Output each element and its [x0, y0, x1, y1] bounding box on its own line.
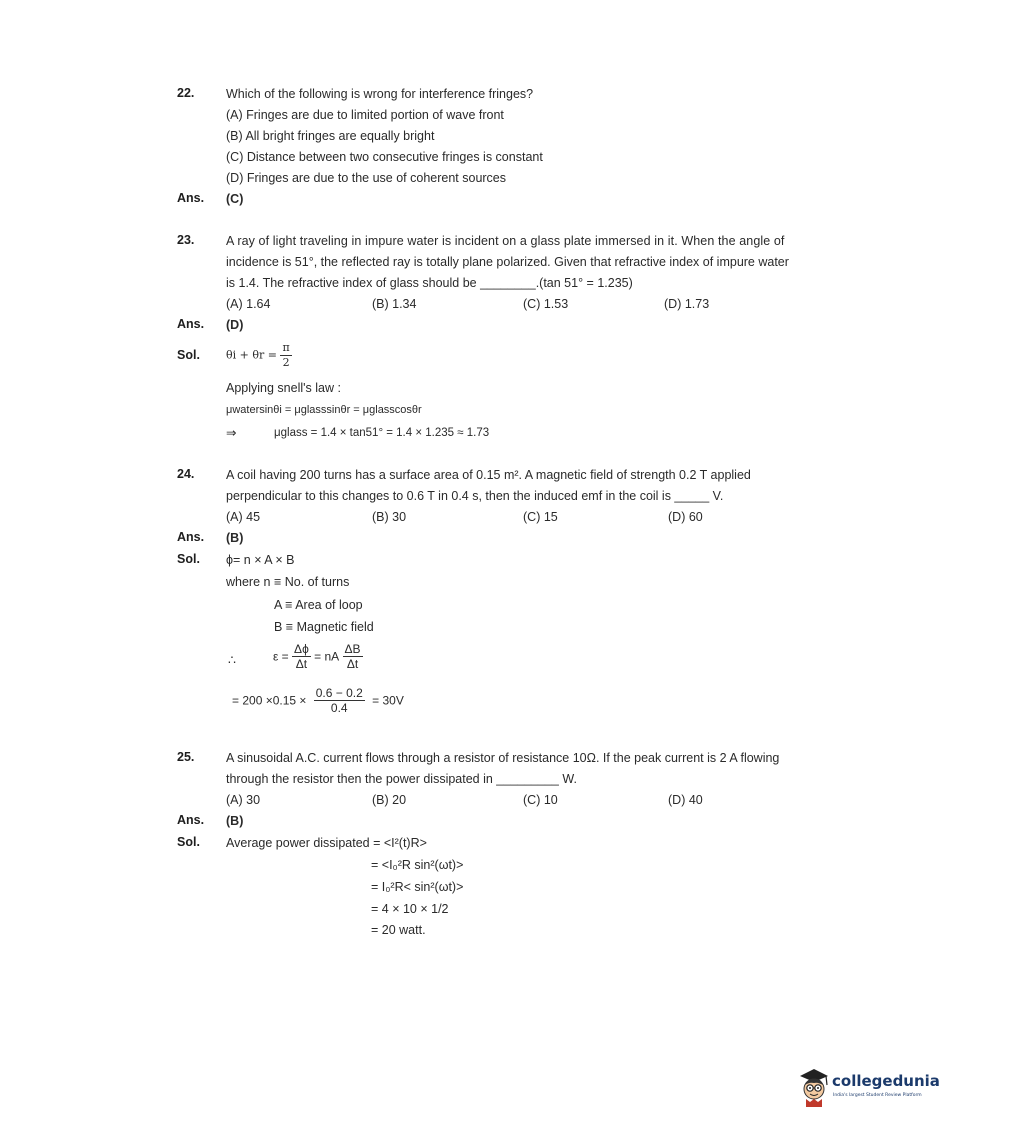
calc-fraction — [314, 686, 365, 715]
fraction-denominator: Δt — [295, 657, 308, 671]
q23-sol-line2: Applying snell's law : — [226, 381, 341, 395]
emf-lhs: ε = — [273, 649, 289, 664]
q25-ans-label: Ans. — [177, 813, 205, 827]
pi-over-2-fraction — [280, 341, 291, 370]
q24-sol-line2: where n ≡ No. of turns — [226, 575, 350, 589]
q24-sol-line3: A ≡ Area of loop — [274, 598, 363, 612]
q23-sol-label: Sol. — [177, 348, 200, 362]
q25-option-b: (B) 20 — [372, 793, 407, 807]
q24-question-line2: perpendicular to this changes to 0.6 T in 0.4 s, then the induced emf in the coil is _____ V. — [226, 489, 724, 503]
implies-arrow: ⇒ — [226, 426, 237, 440]
q25-question-line2: through the resistor then the power dissipated in _________ W. — [226, 772, 577, 786]
q22-question: Which of the following is wrong for interference fringes? — [226, 87, 534, 101]
collegedunia-logo — [796, 1066, 946, 1108]
q25-answer: (B) — [226, 814, 244, 828]
q23-number: 23. — [177, 233, 195, 247]
q25-sol-line5: = 20 watt. — [371, 923, 426, 937]
q24-option-b: (B) 30 — [372, 510, 407, 524]
q23-answer: (D) — [226, 318, 244, 332]
logo-tagline: India's largest Student Review Platform — [833, 1093, 922, 1098]
q25-option-a: (A) 30 — [226, 793, 261, 807]
q25-number: 25. — [177, 750, 195, 764]
q24-option-a: (A) 45 — [226, 510, 261, 524]
q24-option-c: (C) 15 — [523, 510, 558, 524]
q23-option-c: (C) 1.53 — [523, 297, 569, 311]
q24-sol-label: Sol. — [177, 552, 200, 566]
q23-ans-label: Ans. — [177, 317, 205, 331]
q22-option-d: (D) Fringes are due to the use of coherent sources — [226, 171, 507, 185]
q22-number: 22. — [177, 86, 195, 100]
dphi-dt-fraction — [292, 642, 311, 671]
fraction-denominator: 2 — [282, 356, 290, 369]
q25-question-line1: A sinusoidal A.C. current flows through a resistor of resistance 10Ω. If the peak current is 2 A flowing — [226, 751, 780, 765]
q22-option-c: (C) Distance between two consecutive fringes is constant — [226, 150, 543, 164]
q25-sol-label: Sol. — [177, 835, 200, 849]
therefore-symbol: ∴ — [228, 653, 236, 667]
q23-sol-line1 — [226, 341, 292, 370]
q22-ans-label: Ans. — [177, 191, 205, 205]
logo-name: collegedunia — [832, 1072, 940, 1090]
q25-option-d: (D) 40 — [668, 793, 703, 807]
student-mascot-icon — [796, 1066, 832, 1108]
q23-sol-line4: μglass = 1.4 × tan51° = 1.4 × 1.235 ≈ 1.73 — [274, 427, 490, 439]
fraction-denominator: 0.4 — [330, 701, 348, 715]
db-dt-fraction — [343, 642, 363, 671]
q23-option-d: (D) 1.73 — [664, 297, 710, 311]
q24-ans-label: Ans. — [177, 530, 205, 544]
q23-sol-line1-lhs: θi + θr = — [226, 348, 277, 362]
q22-answer: (C) — [226, 192, 244, 206]
q24-sol-line4: B ≡ Magnetic field — [274, 620, 374, 634]
calc-lhs: = 200 ×0.15 × — [232, 693, 307, 708]
q24-answer: (B) — [226, 531, 244, 545]
q24-option-d: (D) 60 — [668, 510, 703, 524]
q25-sol-line3: = I₀²R< sin²(ωt)> — [371, 880, 464, 894]
q25-option-c: (C) 10 — [523, 793, 558, 807]
q23-question-line3: is 1.4. The refractive index of glass should be ________.(tan 51° = 1.235) — [226, 276, 633, 290]
q23-option-a: (A) 1.64 — [226, 297, 271, 311]
q23-option-b: (B) 1.34 — [372, 297, 417, 311]
q23-question-line1: A ray of light traveling in impure water is incident on a glass plate immersed in it. When the angle of — [226, 234, 785, 248]
emf-equation — [273, 642, 363, 671]
q22-option-b: (B) All bright fringes are equally bright — [226, 129, 435, 143]
fraction-numerator: π — [282, 341, 290, 354]
q23-sol-line3: μwatersinθi = μglasssinθr = μglasscosθr — [226, 404, 422, 416]
fraction-numerator: ΔB — [344, 642, 361, 656]
q23-question-line2: incidence is 51°, the reflected ray is totally plane polarized. Given that refractive index of impure water — [226, 255, 789, 269]
calc-rhs: = 30V — [372, 693, 404, 708]
emf-calculation — [232, 686, 404, 715]
q25-sol-line4: = 4 × 10 × 1/2 — [371, 902, 449, 916]
q24-sol-line1: ϕ= n × A × B — [226, 553, 295, 567]
q24-number: 24. — [177, 467, 195, 481]
fraction-numerator: Δϕ — [294, 642, 309, 656]
q22-option-a: (A) Fringes are due to limited portion of wave front — [226, 108, 504, 122]
fraction-denominator: Δt — [346, 657, 359, 671]
q24-question-line1: A coil having 200 turns has a surface area of 0.15 m². A magnetic field of strength 0.2 T applied — [226, 468, 751, 482]
q25-sol-line2: = <I₀²R sin²(ωt)> — [371, 858, 464, 872]
emf-mid: = nA — [314, 649, 340, 664]
q25-sol-line1: Average power dissipated = <I²(t)R> — [226, 836, 427, 850]
fraction-numerator: 0.6 − 0.2 — [315, 686, 363, 700]
